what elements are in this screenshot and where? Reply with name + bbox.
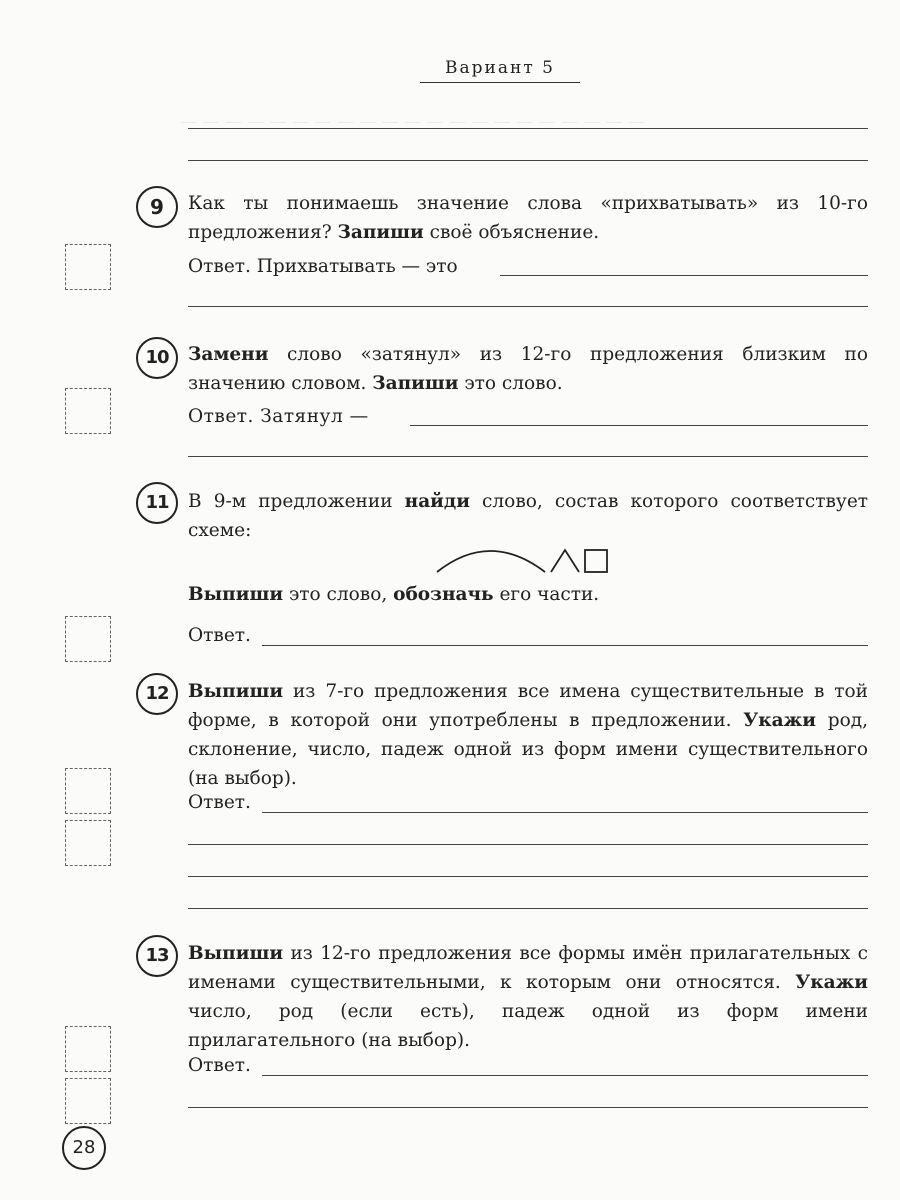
question-11-instruction: Выпиши это слово, обозначь его части.: [188, 584, 600, 605]
question-12-answer-line[interactable]: [262, 812, 868, 813]
score-box-12a[interactable]: [65, 768, 111, 814]
question-13-answer-line[interactable]: [188, 1107, 868, 1108]
question-13-answer-label: Ответ.: [188, 1055, 251, 1076]
question-number-12: 12: [136, 673, 178, 715]
question-9-text: Как ты понимаешь значение слова «прихватывать» из 10-го предложения? Запиши своё объяснение.: [188, 193, 868, 243]
variant-title: Вариант 5: [445, 58, 555, 78]
answer-line[interactable]: [188, 128, 868, 129]
question-9-answer-label: Ответ. Прихватывать — это: [188, 256, 458, 277]
question-10-answer-line[interactable]: [410, 425, 868, 426]
score-box-13b[interactable]: [65, 1078, 111, 1124]
question-number-13: 13: [136, 935, 178, 977]
question-9-answer-line[interactable]: [188, 306, 868, 307]
question-9-answer-line[interactable]: [500, 275, 868, 276]
question-13-text: Выпиши из 12-го предложения все формы имён прилагательных с именами существительными, к которым они относятся. Укажи число, род (если есть), падеж одной из форм имени прилагательного (на выбор).: [188, 943, 868, 1051]
root-arc-symbol: [437, 551, 545, 572]
question-11-answer-line[interactable]: [262, 645, 868, 646]
question-12-answer-label: Ответ.: [188, 792, 251, 813]
question-12-answer-line[interactable]: [188, 908, 868, 909]
header-underline: [420, 82, 580, 83]
question-10-text: Замени слово «затянул» из 12-го предложения близким по значению словом. Запиши это слово.: [188, 344, 868, 394]
question-13-answer-line[interactable]: [262, 1075, 868, 1076]
score-box-10[interactable]: [65, 388, 111, 434]
score-box-13a[interactable]: [65, 1026, 111, 1072]
question-12-text: Выпиши из 7-го предложения все имена существительные в той форме, в которой они употреблены в предложении. Укажи род, склонение, число, падеж одной из форм имени существительного (на выбор).: [188, 681, 868, 789]
question-11-answer-label: Ответ.: [188, 625, 251, 646]
ending-symbol: [585, 550, 607, 572]
morpheme-scheme-diagram: [435, 538, 625, 578]
page-number: 28: [62, 1126, 106, 1170]
answer-line[interactable]: [188, 160, 868, 161]
question-12-answer-line[interactable]: [188, 876, 868, 877]
suffix-symbol: [551, 550, 579, 572]
question-10-answer-label: Ответ. Затянул —: [188, 406, 369, 427]
score-box-9[interactable]: [65, 244, 111, 290]
question-number-10: 10: [136, 337, 178, 379]
bleed-through-text: — — — — — — — — — — — — — — — — — — — — —: [180, 112, 646, 132]
question-number-11: 11: [136, 482, 178, 524]
score-box-11[interactable]: [65, 616, 111, 662]
score-box-12b[interactable]: [65, 820, 111, 866]
question-11-text: В 9-м предложении найди слово, состав которого соответствует схеме:: [188, 491, 868, 541]
question-number-9: 9: [136, 186, 178, 228]
question-12-answer-line[interactable]: [188, 844, 868, 845]
question-10-answer-line[interactable]: [188, 456, 868, 457]
